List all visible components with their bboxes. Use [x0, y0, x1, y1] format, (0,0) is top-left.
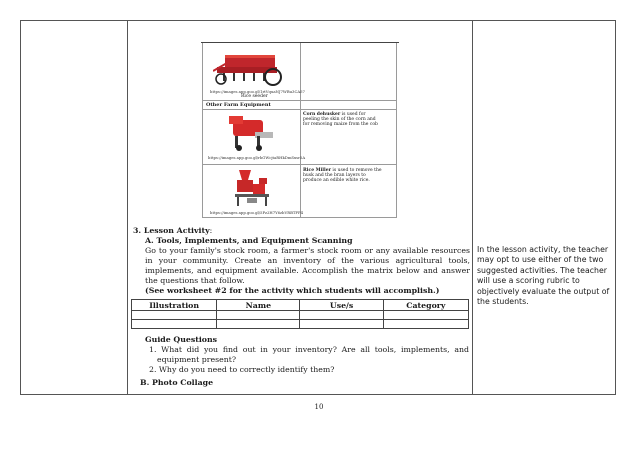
activity-paragraph-line-1: Go to your family's stock room, a farmer's stock room or any available resources: [145, 246, 470, 255]
matrix-row: [132, 320, 469, 329]
activity-paragraph-line-4: the questions that follow.: [145, 276, 245, 285]
table-row-divider: [203, 109, 396, 110]
matrix-header-name: Name: [217, 300, 300, 311]
guide-question-1-continued: equipment present?: [157, 355, 237, 364]
activity-paragraph-line-2: in your community. Create an inventory of the various agricultural tools,: [145, 256, 470, 265]
rice-miller-description: Rice Miller is used to remove the husk and the bran layers to produce an edible white rice.: [303, 168, 382, 183]
rice-miller-name: Rice Miller: [303, 168, 331, 173]
image-column-divider: [300, 43, 301, 217]
matrix-header-uses: Use/s: [300, 300, 383, 311]
section-a-title: A. Tools, Implements, and Equipment Scanning: [145, 236, 353, 245]
corn-dehusker-image: [225, 112, 277, 152]
rice-miller-image: [233, 168, 273, 208]
guide-question-2: 2. Why do you need to correctly identify them?: [149, 365, 335, 374]
teacher-note: In the lesson activity, the teacher may opt to use either of the two suggested activities. The teacher will use a scoring rubric to objectively evaluate the output of the students.: [477, 245, 610, 307]
corn-dehusker-name: Corn dehusker: [303, 112, 341, 117]
page-number: 10: [314, 403, 324, 411]
corn-dehusker-description: Corn dehusker is used for peeling the skin of the corn and for removing maize from the cob: [303, 112, 378, 127]
lesson-activity-heading: 3. Lesson Activity:: [133, 226, 213, 235]
worksheet-note: (See worksheet #2 for the activity which students will accomplish.): [145, 286, 440, 295]
rice-seeder-caption: Rice seeder: [241, 94, 268, 99]
other-equipment-heading: Other Farm Equipment: [206, 102, 271, 108]
guide-question-1: 1. What did you find out in your inventory? Are all tools, implements, and: [149, 345, 469, 354]
section-b-title: B. Photo Collage: [140, 378, 214, 387]
corn-dehusker-url: https://images.app.goo.gl/rhGWcjtaRHkDmSxsr5A: [208, 155, 306, 160]
table-row-divider: [203, 164, 396, 165]
guide-questions-title: Guide Questions: [145, 335, 218, 344]
equipment-image-table: [202, 42, 397, 218]
column-divider-2: [472, 21, 473, 394]
table-row-divider: [203, 100, 396, 101]
column-divider-1: [127, 21, 128, 394]
matrix-header-category: Category: [383, 300, 468, 311]
matrix-row: [132, 311, 469, 320]
rice-seeder-url: https://images.app.goo.gl/1rtVquaNJ7WBu3CA57: [210, 89, 305, 94]
inventory-matrix: [131, 299, 469, 329]
rice-miller-url: https://images.app.goo.gl/5Pz2H7Y6zbVRBTFP4: [210, 210, 304, 215]
matrix-header-illustration: Illustration: [132, 300, 217, 311]
rice-seeder-image: [213, 49, 285, 89]
activity-paragraph-line-3: implements, and equipment available. Accomplish the matrix below and answer: [145, 266, 470, 275]
matrix-header-row: [132, 300, 469, 311]
